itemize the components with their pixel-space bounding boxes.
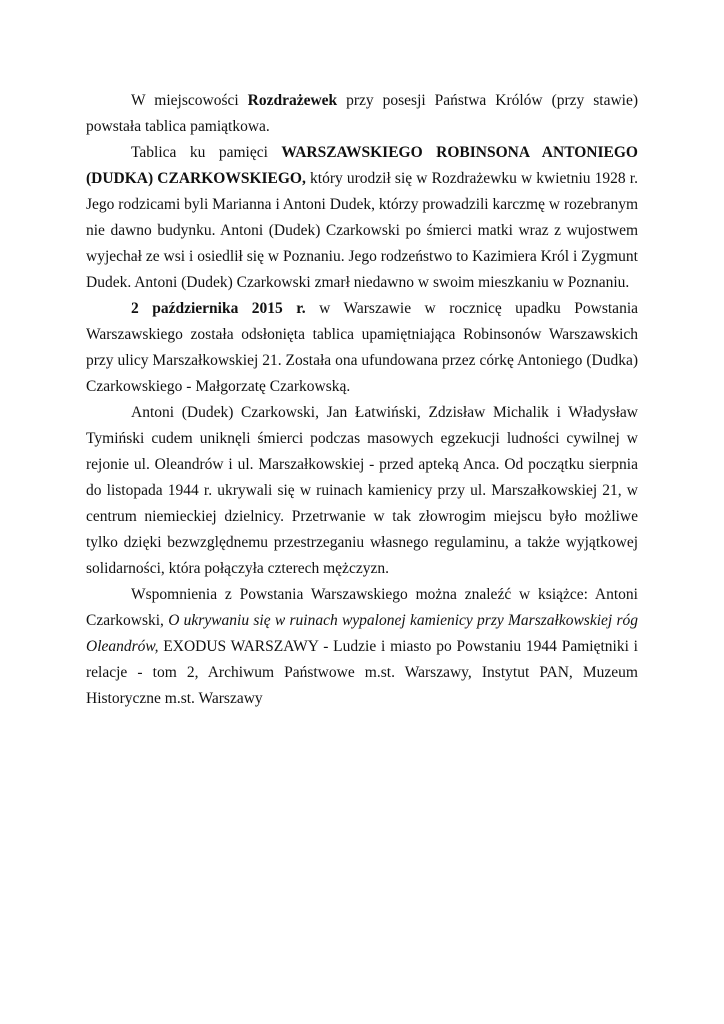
- honoree-name-bold: WARSZAWSKIEGO ROBINSONA ANTONIEGO (DUDKA) CZARKOWSKIEGO,: [86, 144, 638, 187]
- paragraph-book-reference: [86, 582, 638, 712]
- paragraph-text: w Warszawie w rocznicę upadku Powstania Warszawskiego została odsłonięta tablica upamiętniająca Robinsonów Warszawskich przy ulicy Marszałkowskiej 21. Została ona ufundowana przez córkę Antoniego (Dudka) Czarkowskiego - Małgorzatę Czarkowską.: [86, 300, 639, 395]
- paragraph-text: Wspomnienia z Powstania Warszawskiego można znaleźć w książce: Antoni Czarkowski,: [86, 586, 638, 629]
- paragraph-text: W miejscowości: [131, 92, 248, 109]
- paragraph-robinsons-story: [86, 400, 638, 582]
- paragraph-plaque-dedication: [86, 140, 638, 296]
- book-title-italic: O ukrywaniu się w ruinach wypalonej kamienicy przy Marszałkowskiej róg Oleandrów,: [86, 612, 639, 655]
- paragraph-text: przy posesji Państwa Królów (przy stawie) powstała tablica pamiątkowa.: [86, 92, 638, 135]
- paragraph-rozdrazewek-plaque: [86, 88, 638, 140]
- document-body: [86, 88, 638, 712]
- paragraph-text: który urodził się w Rozdrażewku w kwietniu 1928 r. Jego rodzicami byli Marianna i Antoni Dudek, którzy prowadzili karczmę w rozebranym nie dawno budynku. Antoni (Dudek) Czarkowski po śmierci matki wraz z wujostwem wyjechał ze wsi i osiedlił się w Poznaniu. Jego rodzeństwo to Kazimiera Król i Zygmunt Dudek. Antoni (Dudek) Czarkowski zmarł niedawno w swoim mieszkaniu w Poznaniu.: [86, 170, 638, 291]
- paragraph-text: Tablica ku pamięci: [131, 144, 282, 161]
- date-bold: 2 października 2015 r.: [131, 300, 306, 317]
- paragraph-warsaw-unveiling: [86, 296, 638, 400]
- paragraph-text: Antoni (Dudek) Czarkowski, Jan Łatwiński, Zdzisław Michalik i Władysław Tymiński cudem uniknęli śmierci podczas masowych egzekucji ludności cywilnej w rejonie ul. Oleandrów i ul. Marszałkowskiej - przed apteką Anca. Od początku sierpnia do listopada 1944 r. ukrywali się w ruinach kamienicy przy ul. Marszałkowskiej 21, w centrum niemieckiej dzielnicy. Przetrwanie w tak złowrogim miejscu było możliwe tylko dzięki bezwzględnemu przestrzeganiu własnego regulaminu, a także wyjątkowej solidarności, która połączyła czterech mężczyzn.: [86, 404, 638, 577]
- paragraph-text: EXODUS WARSZAWY - Ludzie i miasto po Powstaniu 1944 Pamiętniki i relacje - tom 2, Archiwum Państwowe m.st. Warszawy, Instytut PAN, Muzeum Historyczne m.st. Warszawy: [86, 638, 638, 707]
- place-name-bold: Rozdrażewek: [247, 92, 338, 109]
